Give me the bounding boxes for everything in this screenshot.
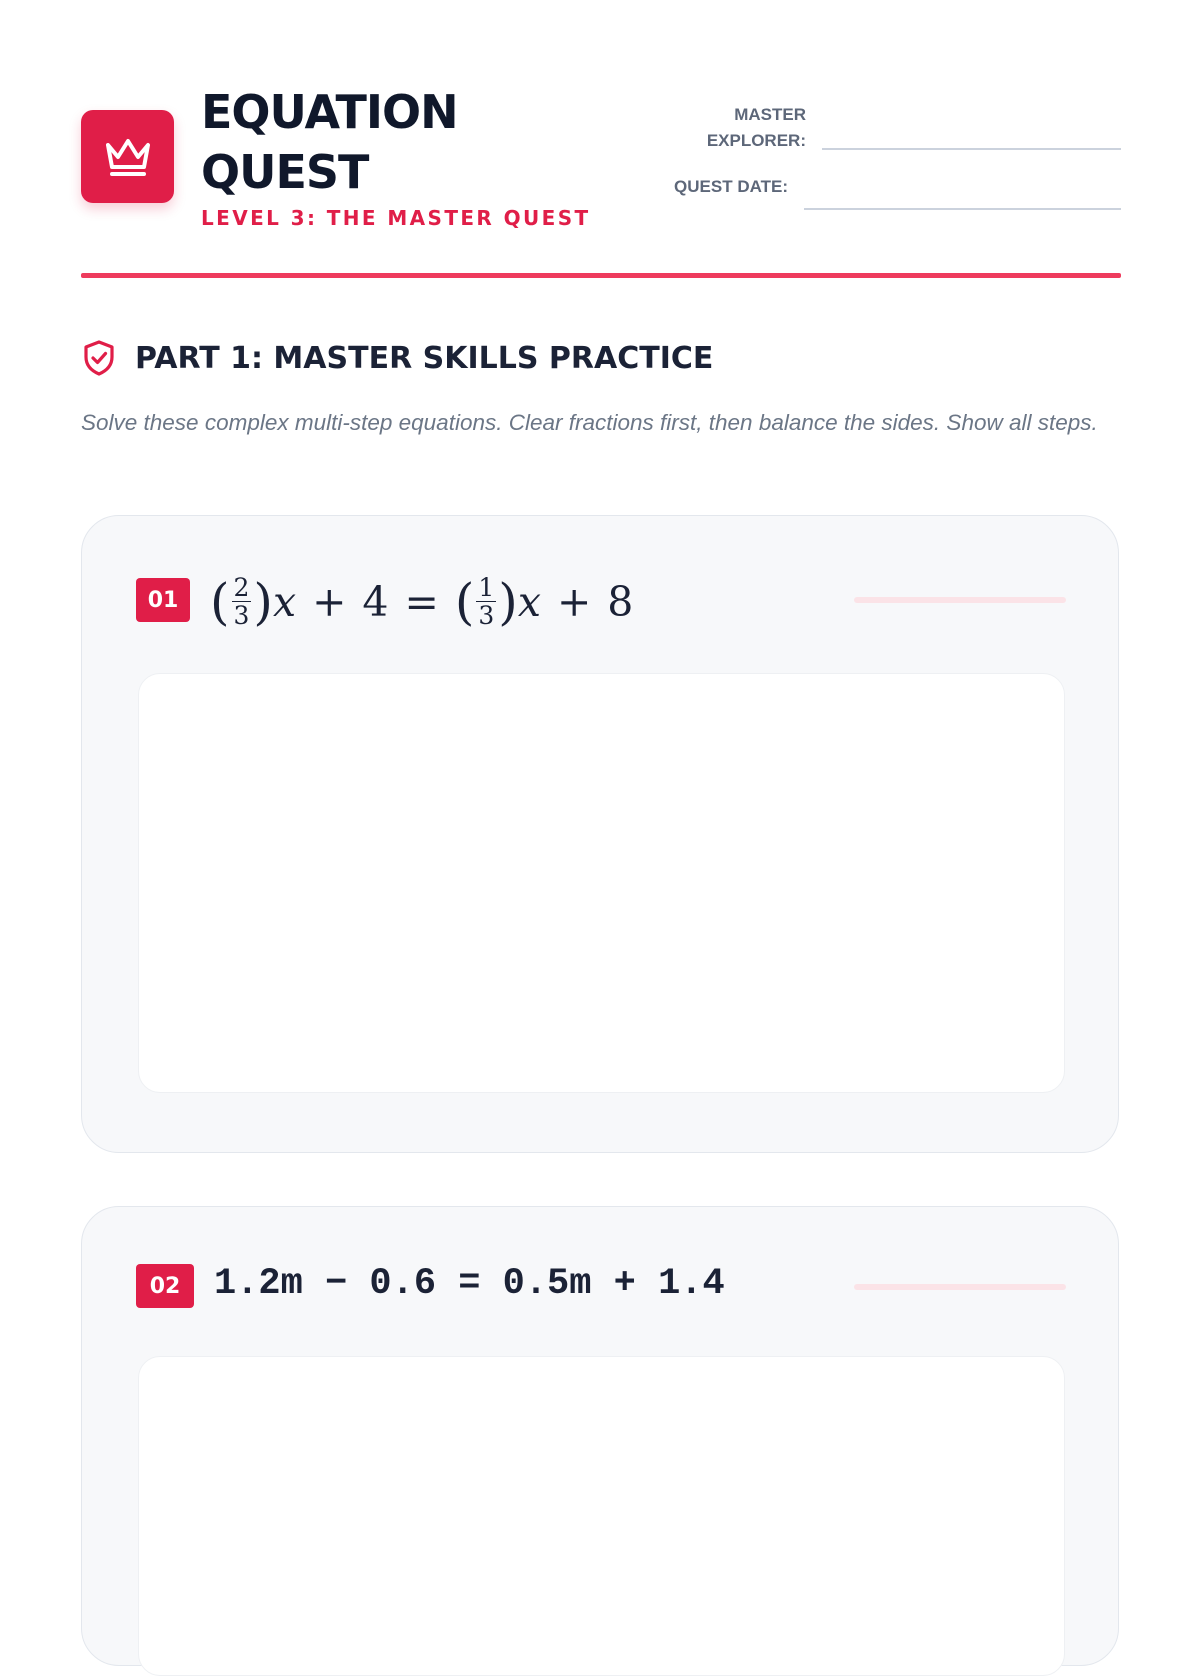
math-paren-close: ): [253, 573, 273, 631]
worksheet-header: [81, 82, 1121, 272]
page-title-line-1: EQUATION: [201, 85, 458, 139]
problem-number-badge: 01: [136, 578, 190, 622]
problem-card-02: [81, 1206, 1119, 1666]
section-title: PART 1: MASTER SKILLS PRACTICE: [135, 340, 714, 376]
math-paren-open: (: [210, 573, 230, 631]
math-equals: =: [404, 578, 439, 626]
explorer-label-line-1: MASTER: [734, 105, 806, 124]
shield-check-icon: [81, 338, 117, 378]
math-operator: +: [556, 578, 592, 626]
explorer-label-line-2: EXPLORER:: [706, 131, 806, 150]
header-divider: [81, 273, 1121, 278]
level-subtitle: LEVEL 3: THE MASTER QUEST: [201, 206, 591, 230]
quest-date-field[interactable]: [804, 208, 1121, 210]
work-area[interactable]: [138, 1356, 1065, 1676]
math-constant: 4: [362, 578, 389, 626]
problem-equation: [210, 562, 633, 642]
logo-badge: [81, 110, 174, 203]
explorer-name-field[interactable]: [822, 148, 1121, 150]
section-heading: [81, 336, 713, 380]
crown-icon: [102, 135, 154, 179]
math-variable: x: [517, 578, 541, 626]
math-variable: x: [272, 578, 297, 626]
explorer-label: [656, 102, 806, 154]
fraction-numerator: 1: [478, 573, 495, 602]
fraction-one-third: [476, 574, 496, 630]
math-operator: +: [312, 578, 347, 626]
fraction-denominator: 3: [478, 601, 495, 630]
problem-card-01: [81, 515, 1119, 1153]
answer-line[interactable]: [854, 597, 1066, 603]
page-title-line-2: QUEST: [201, 145, 369, 199]
math-paren-open: (: [454, 573, 475, 631]
answer-line[interactable]: [854, 1284, 1066, 1290]
fraction-two-thirds: [232, 574, 252, 630]
title-block: [201, 82, 591, 230]
problem-number-badge: 02: [136, 1264, 194, 1308]
quest-date-label: QUEST DATE:: [674, 177, 788, 196]
work-area[interactable]: [138, 673, 1065, 1093]
math-paren-close: ): [498, 573, 518, 631]
instructions-text: Solve these complex multi-step equations. Clear fractions first, then balance the sides. Show all steps.: [81, 410, 1098, 435]
fraction-numerator: 2: [233, 573, 250, 602]
fraction-denominator: 3: [233, 601, 250, 630]
math-constant: 8: [607, 578, 634, 626]
problem-equation: 1.2m − 0.6 = 0.5m + 1.4: [214, 1263, 725, 1305]
